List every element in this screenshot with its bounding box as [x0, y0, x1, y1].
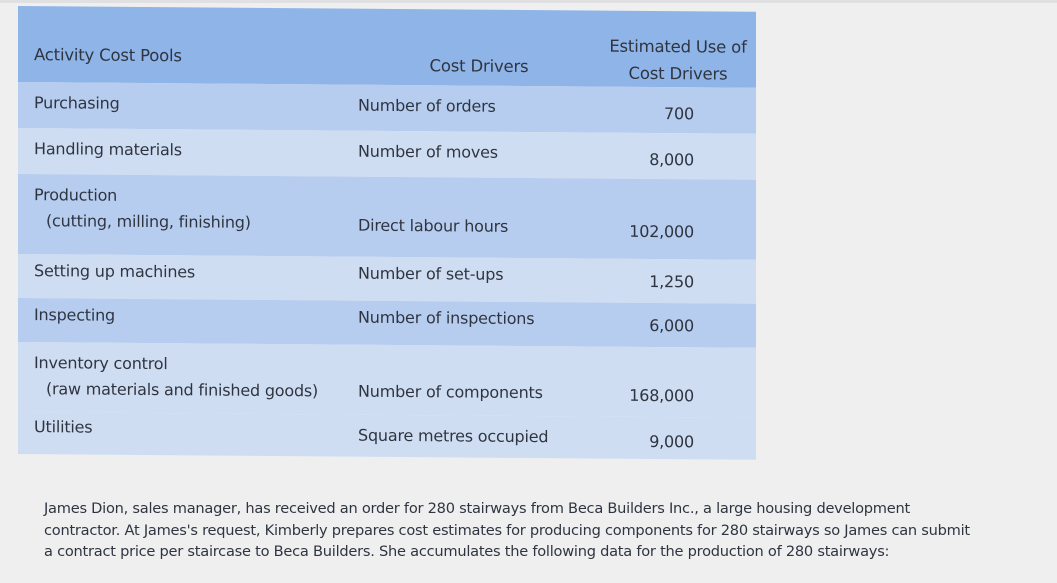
header-cost-drivers: Cost Drivers [429, 56, 529, 77]
cost-pool-subtext: (raw materials and finished goods) [46, 379, 319, 401]
cost-pool-cell: Setting up machines [34, 261, 196, 282]
table-row [18, 174, 756, 260]
header-estimated-use [578, 10, 756, 87]
cost-driver-cell: Number of moves [358, 141, 498, 162]
paragraph-line-1: James Dion, sales manager, has received an order for 280 stairways from Beca Builders Inc., a large housing development [44, 500, 910, 517]
table-row [18, 412, 756, 460]
paragraph-line-2: contractor. At James's request, Kimberly prepares cost estimates for producing components for 280 stairways so James can submit [44, 521, 970, 539]
cost-pool-name: Production [34, 185, 118, 205]
cost-pool-cell: Purchasing [34, 93, 120, 113]
cost-pool-subtext: (cutting, milling, finishing) [46, 211, 251, 232]
header-activity-cost-pools: Activity Cost Pools [34, 45, 182, 66]
header-estimated-use-line2: Cost Drivers [628, 63, 728, 84]
estimated-use-cell: 6,000 [649, 315, 694, 336]
cost-driver-cell: Number of set-ups [358, 263, 504, 284]
estimated-use-cell: 1,250 [649, 271, 694, 292]
table-row [18, 298, 756, 348]
cost-pool-cell: Inspecting [34, 305, 116, 325]
table-row [18, 254, 756, 304]
cost-pool-cell: Utilities [34, 417, 93, 437]
cost-driver-cell: Number of inspections [358, 307, 535, 329]
cost-driver-cell: Number of orders [358, 95, 496, 116]
paragraph-line-3: a contract price per staircase to Beca Builders. She accumulates the following data for the production of 280 stairways: [44, 543, 890, 560]
table-row [18, 342, 756, 418]
estimated-use-cell: 9,000 [649, 431, 694, 452]
cost-pool-cell [18, 174, 340, 237]
top-divider [0, 0, 1057, 3]
activity-cost-table [18, 6, 756, 460]
cost-driver-cell: Direct labour hours [358, 215, 509, 236]
cost-pool-cell: Handling materials [34, 139, 182, 160]
cost-pool-name: Inventory control [34, 353, 168, 374]
estimated-use-cell: 168,000 [629, 385, 694, 406]
header-estimated-use-line1: Estimated Use of [609, 36, 747, 57]
estimated-use-cell: 102,000 [629, 221, 694, 242]
table-header-row [18, 6, 756, 88]
estimated-use-cell: 8,000 [649, 149, 694, 170]
cost-driver-cell: Square metres occupied [358, 425, 549, 447]
table-row [18, 128, 756, 180]
estimated-use-cell: 700 [664, 104, 694, 124]
cost-pool-cell [18, 342, 340, 405]
problem-paragraph [44, 498, 1044, 563]
cost-driver-cell: Number of components [358, 381, 543, 403]
table-row [18, 82, 756, 134]
